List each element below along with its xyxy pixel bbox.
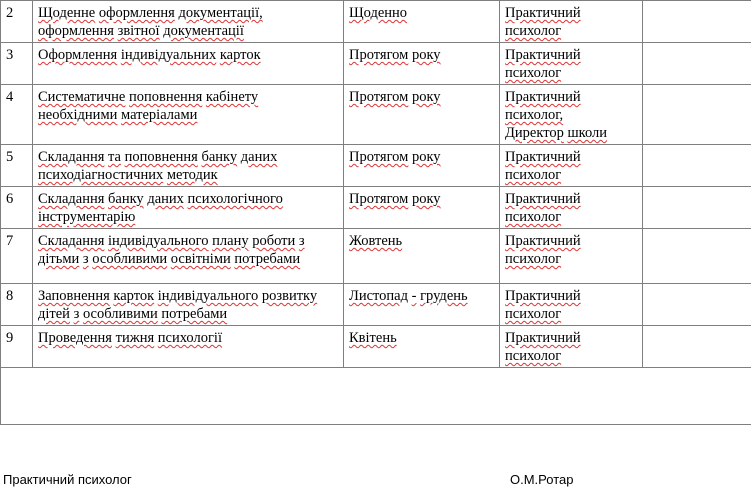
word: даних [147,191,184,207]
task-cell [33,1,344,43]
task-cell [33,43,344,85]
table-row [1,187,751,229]
word: звітної [117,23,160,39]
responsible-cell [500,85,643,145]
term-cell [344,85,500,145]
responsible-cell [500,1,643,43]
word: психолог [505,65,562,81]
notes-cell [643,145,751,187]
table-row [1,229,751,284]
notes-cell [643,1,751,43]
word: психолог [505,348,562,364]
table-row [1,85,751,145]
task-cell [33,145,344,187]
notes-cell [643,326,751,368]
word: поповнення [129,89,203,105]
word: індивідуального [108,233,209,249]
word: поповнення [124,149,198,165]
responsible-line [505,250,637,268]
word: Протягом [349,47,409,63]
word: матеріалами [121,107,198,123]
word: розвитку [261,288,318,304]
word: та [108,149,121,165]
row-number: 7 [1,229,33,284]
notes-cell [643,229,751,284]
word: Практичний [505,233,581,249]
table-row-empty [1,368,751,425]
responsible-line [505,232,637,250]
row-number: 6 [1,187,33,229]
word: індивідуального [157,288,259,304]
task-cell [33,284,344,326]
responsible-cell [500,284,643,326]
word: потребами [234,251,301,267]
word: Квітень [349,330,397,346]
word: Протягом [349,89,409,105]
word: карток [113,288,155,304]
word: документації [163,23,244,39]
responsible-line [505,124,637,142]
word: Практичний [505,149,581,165]
word: Складання [38,191,105,207]
word: Щоденно [349,5,408,21]
responsible-line [505,190,637,208]
responsible-line [505,305,637,323]
word: року [411,149,441,165]
word: необхідними [38,107,118,123]
row-number: 9 [1,326,33,368]
word: Практичний [505,5,581,21]
word: Протягом [349,149,409,165]
word: Складання [38,149,105,165]
word: методик [166,167,218,183]
word: року [411,191,441,207]
word: психодіагностичних [38,167,164,183]
word: - [411,288,417,304]
notes-cell [643,187,751,229]
responsible-line [505,208,637,226]
row-number: 3 [1,43,33,85]
responsible-cell [500,187,643,229]
responsible-line [505,287,637,305]
responsible-line [505,46,637,64]
word: Заповнення [38,288,110,304]
responsible-line [505,329,637,347]
word: документації, [178,5,263,21]
word: оформлення [98,5,175,21]
word: дітьми [38,251,80,267]
table-row [1,1,751,43]
term-cell [344,145,500,187]
responsible-line [505,106,637,124]
word: кабінету [205,89,259,105]
word: психологічного [187,191,283,207]
word: даних [240,149,278,165]
word: року [411,47,441,63]
notes-cell [643,43,751,85]
word: Практичний [505,330,581,346]
task-cell [33,85,344,145]
word: особливими [82,306,158,322]
word: інструментарію [38,209,136,225]
notes-cell [643,85,751,145]
table-row [1,43,751,85]
word: грудень [420,288,468,304]
word: року [411,89,441,105]
word: психолог [505,23,562,39]
row-number: 8 [1,284,33,326]
word: психолог [505,251,562,267]
term-cell [344,187,500,229]
term-cell [344,1,500,43]
table-row [1,326,751,368]
word: Систематичне [38,89,126,105]
responsible-line [505,166,637,184]
word: Практичний [505,288,581,304]
word: освітніми [170,251,231,267]
word: Практичний [505,47,581,63]
word: Листопад [349,288,408,304]
empty-merged-cell [1,368,751,425]
responsible-line [505,148,637,166]
row-number: 2 [1,1,33,43]
word: Складання [38,233,105,249]
word: оформлення [38,23,114,39]
word: психології [157,330,222,346]
word: Директор [505,125,564,141]
word: тижня [115,330,155,346]
task-cell [33,187,344,229]
term-cell [344,326,500,368]
word: дітей [38,306,70,322]
word: банку [108,191,144,207]
row-number: 5 [1,145,33,187]
word: особливими [92,251,168,267]
table-row [1,284,751,326]
word: з [73,306,80,322]
responsible-line [505,88,637,106]
responsible-cell [500,43,643,85]
term-cell [344,229,500,284]
term-cell [344,43,500,85]
word: психолог, [505,107,564,123]
responsible-cell [500,229,643,284]
term-cell [344,284,500,326]
responsible-cell [500,326,643,368]
notes-cell [643,284,751,326]
word: роботи [252,233,296,249]
responsible-line [505,22,637,40]
word: психолог [505,306,562,322]
word: індивідуальних [120,47,217,63]
word: психолог [505,167,562,183]
responsible-line [505,4,637,22]
word: Проведення [38,330,112,346]
signature-name: О.М.Ротар [510,472,574,487]
task-cell [33,326,344,368]
responsible-cell [500,145,643,187]
word: з [298,233,305,249]
word: Щоденне [38,5,96,21]
responsible-line [505,64,637,82]
word: Практичний [505,191,581,207]
word: банку [201,149,238,165]
row-number: 4 [1,85,33,145]
word: плану [212,233,249,249]
responsible-line [505,347,637,365]
word: Протягом [349,191,409,207]
table-row [1,145,751,187]
task-cell [33,229,344,284]
word: Оформлення [38,47,118,63]
word: Жовтень [349,233,403,249]
word: школи [567,125,607,141]
word: потребами [161,306,228,322]
word: карток [219,47,261,63]
word: Практичний [505,89,581,105]
word: психолог [505,209,562,225]
word: з [82,251,89,267]
signature-role: Практичний психолог [3,472,132,487]
